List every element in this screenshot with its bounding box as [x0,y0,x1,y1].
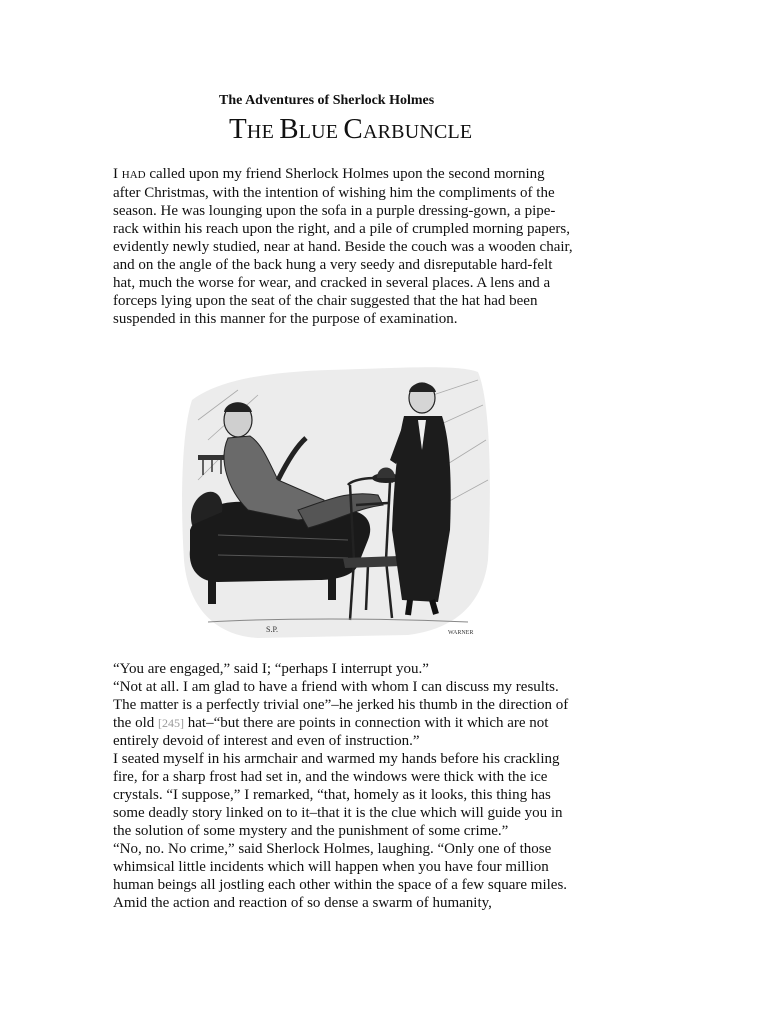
paragraph-text: called upon my friend Sherlock Holmes upon the second morning after Christmas, with the intention of wishing him the compliments of the season. He was lounging upon the sofa in a purple dressing-gown, a pipe-rack within his reach upon the right, and a pile of crumpled morning papers, evidently newly studied, near at hand. Beside the couch was a wooden chair, and on the angle of the back hung a very seedy and disreputable hard-felt hat, much the worse for wear, and cracked in several places. A lens and a forceps lying upon the seat of the chair suggested that the hat had been suspended in this manner for the purpose of examination. [113,166,573,327]
chapter-title [229,113,472,146]
page-reference: [245] [158,716,184,730]
dialogue-line: “You are engaged,” said I; “perhaps I interrupt you.” [113,661,429,677]
book-title: The Adventures of Sherlock Holmes [219,93,435,108]
chapter-title-cap-t: T [229,113,247,145]
dialogue-section [113,660,573,912]
chapter-title-cap-b: B [279,113,299,145]
dialogue-line [113,678,573,750]
paragraph [113,165,573,328]
chapter-title-rest-b: LUE [298,121,339,143]
illustration-holmes-and-watson [178,360,494,645]
dropword-small-caps: HAD [121,169,146,181]
dropword-first: I [113,166,118,182]
chapter-title-rest-c: ARBUNCLE [362,121,473,143]
chapter-title-rest-t: HE [246,121,274,143]
dialogue-text: hat–“but there are points in connection with it which are not entirely devoid of interest and even of instruction.” [113,715,549,749]
chapter-title-cap-c: C [343,113,363,145]
dialogue-line: I seated myself in his armchair and warmed my hands before his crackling fire, for a sharp frost had set in, and the windows were thick with the ice crystals. “I suppose,” I remarked, “that, homely as it looks, this thing has some deadly story linked on to it–that it is the clue which will guide you in the solution of some mystery and the punishment of some crime.” [113,751,563,839]
dialogue-text: “Not at all. I am glad to have a friend with whom I can discuss my results. The matter is a perfectly trivial one”–he jerked his thumb in the direction of the old [113,679,569,731]
opening-paragraph [113,165,573,328]
dialogue-line: “No, no. No crime,” said Sherlock Holmes, laughing. “Only one of those whimsical little incidents which will happen when you have four million human beings all jostling each other within the space of a few square miles. Amid the action and reaction of so dense a swarm of humanity, [113,841,568,911]
artist-signature-right: WARNER [448,630,474,636]
artist-signature-left: S.P. [266,625,279,634]
